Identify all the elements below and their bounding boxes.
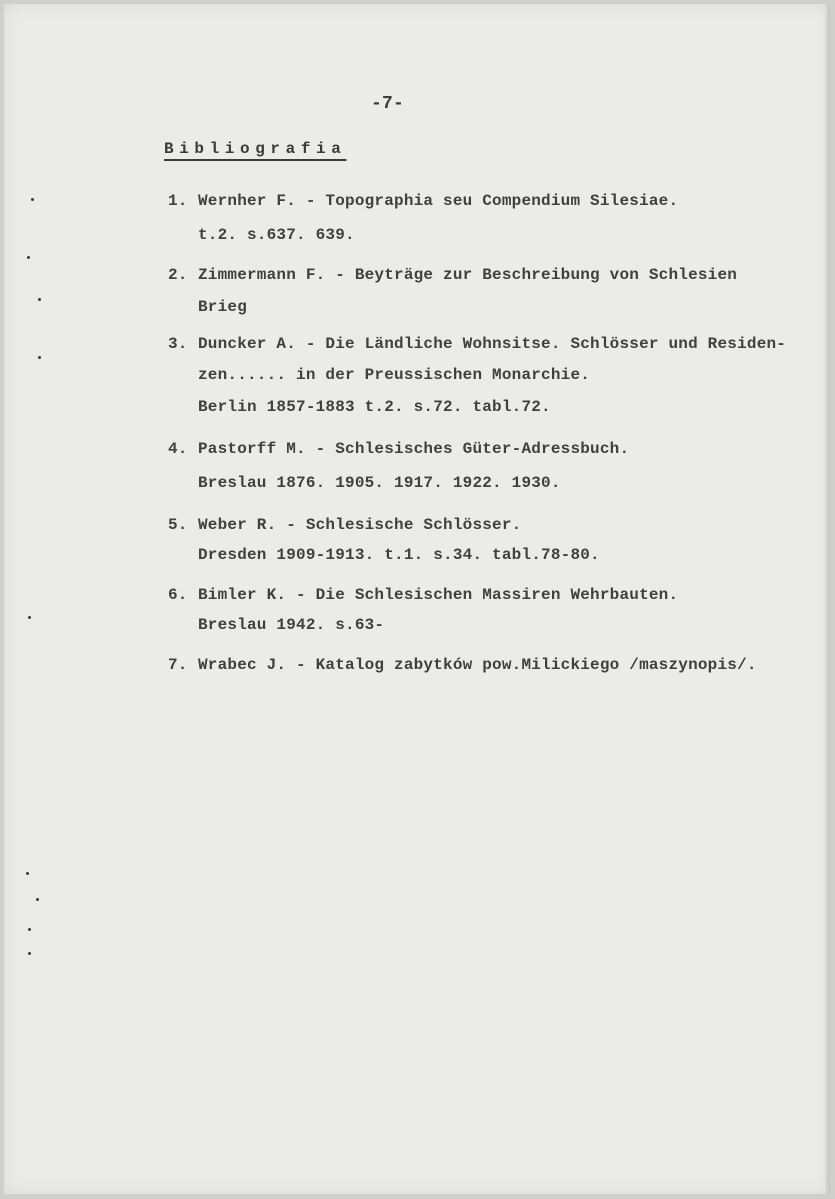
entry-7-number: 7. — [168, 656, 188, 674]
entry-1-line-2: t.2. s.637. 639. — [198, 226, 355, 244]
entry-6-line-1 — [168, 586, 678, 604]
entry-3-line-2: zen...... in der Preussischen Monarchie. — [198, 366, 591, 384]
entry-2-text: Zimmermann F. - Beyträge zur Beschreibung von Schlesien — [198, 266, 738, 284]
entry-5-text: Weber R. - Schlesische Schlösser. — [198, 516, 522, 534]
entry-5-number: 5. — [168, 516, 188, 534]
entry-7-text: Wrabec J. - Katalog zabytków pow.Milickiego /maszynopis/. — [198, 656, 757, 674]
entry-3-line-1 — [168, 335, 786, 353]
entry-6-text: Bimler K. - Die Schlesischen Massiren Wehrbauten. — [198, 586, 679, 604]
margin-mark — [38, 298, 41, 301]
entry-5-line-1 — [168, 516, 521, 534]
bibliography-heading: Bibliografia — [164, 140, 347, 158]
entry-5-line-2: Dresden 1909-1913. t.1. s.34. tabl.78-80. — [198, 546, 600, 564]
entry-4-line-2: Breslau 1876. 1905. 1917. 1922. 1930. — [198, 474, 561, 492]
margin-mark — [38, 356, 41, 359]
entry-3-line-3: Berlin 1857-1883 t.2. s.72. tabl.72. — [198, 398, 551, 416]
entry-3-number: 3. — [168, 335, 188, 353]
margin-mark — [31, 198, 34, 201]
entry-4-line-1 — [168, 440, 629, 458]
entry-7-line-1 — [168, 656, 757, 674]
entry-3-text: Duncker A. - Die Ländliche Wohnsitse. Schlösser und Residen- — [198, 335, 787, 353]
margin-mark — [26, 872, 29, 875]
entry-2-number: 2. — [168, 266, 188, 284]
document-page — [4, 4, 830, 1194]
margin-mark — [28, 952, 31, 955]
margin-mark — [36, 898, 39, 901]
margin-mark — [28, 616, 31, 619]
page-number: -7- — [371, 94, 405, 114]
entry-2-line-2: Brieg — [198, 298, 248, 316]
entry-6-number: 6. — [168, 586, 188, 604]
entry-6-line-2: Breslau 1942. s.63- — [198, 616, 385, 634]
entry-4-text: Pastorff M. - Schlesisches Güter-Adressbuch. — [198, 440, 630, 458]
entry-1-line-1 — [168, 192, 678, 210]
entry-2-line-1 — [168, 266, 737, 284]
entry-1-number: 1. — [168, 192, 188, 210]
entry-1-text: Wernher F. - Topographia seu Compendium Silesiae. — [198, 192, 679, 210]
margin-mark — [27, 256, 30, 259]
entry-4-number: 4. — [168, 440, 188, 458]
page-edge — [825, 4, 830, 1194]
margin-mark — [28, 928, 31, 931]
